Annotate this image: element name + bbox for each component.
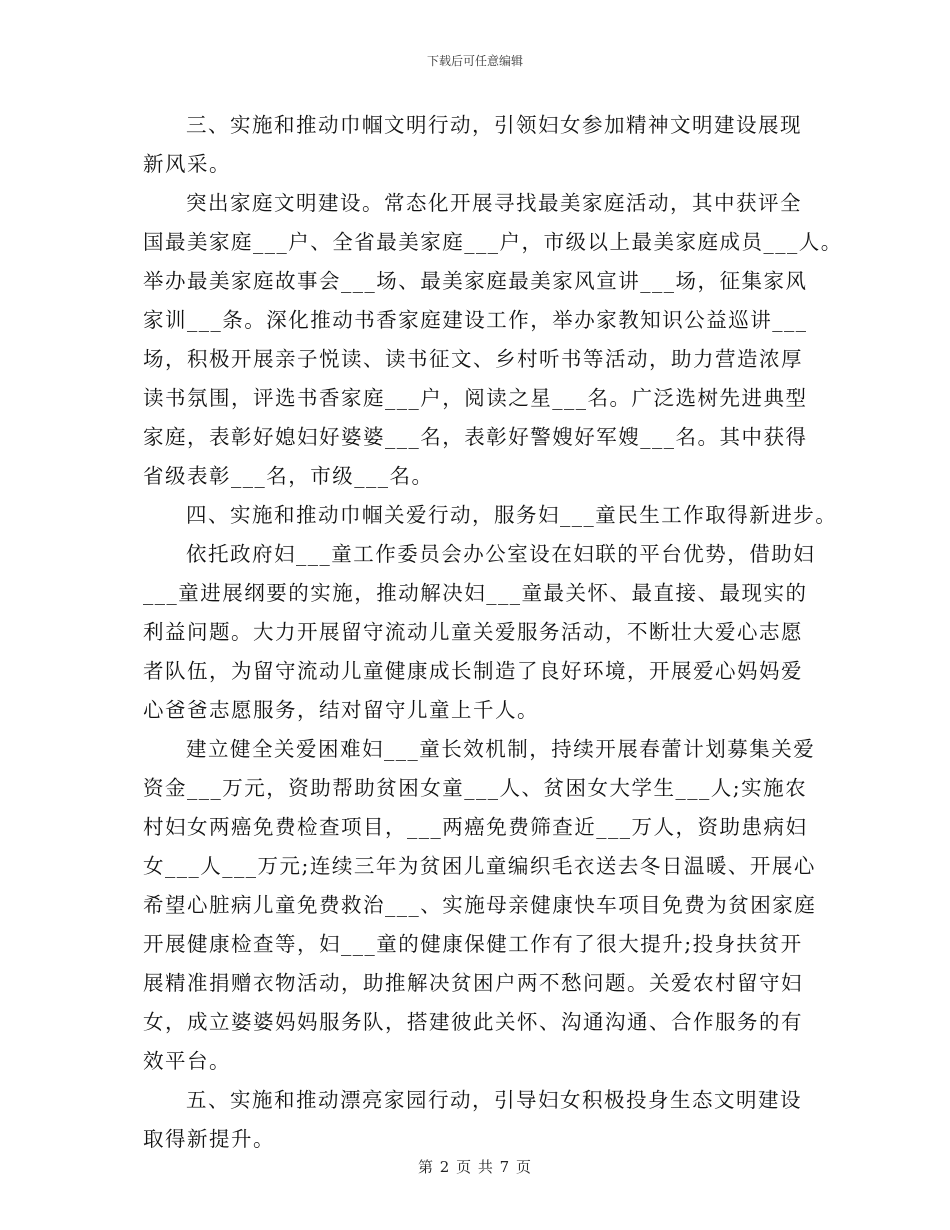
text-line: 开展健康检查等，妇___童的健康保健工作有了很大提升;投身扶贫开 (143, 932, 803, 956)
page-number: 第 2 页 共 7 页 (418, 1158, 532, 1176)
paragraph-section-five-heading (143, 1081, 807, 1159)
text-line: 建立健全关爱困难妇___童长效机制，持续开展春蕾计划募集关爱 (186, 737, 816, 761)
text-line: 依托政府妇___童工作委员会办公室设在妇联的平台优势，借助妇 (186, 542, 816, 566)
text-line: 女，成立婆婆妈妈服务队，搭建彼此关怀、沟通沟通、合作服务的有 (143, 1010, 803, 1034)
text-line: 场，积极开展亲子悦读、读书征文、乡村听书等活动，助力营造浓厚 (143, 347, 803, 371)
document-body (143, 106, 843, 1159)
text-line: 国最美家庭___户、全省最美家庭___户，市级以上最美家庭成员___人。 (143, 230, 843, 254)
text-line: 五、实施和推动漂亮家园行动，引导妇女积极投身生态文明建设 (186, 1088, 802, 1112)
text-line: 突出家庭文明建设。常态化开展寻找最美家庭活动，其中获评全 (186, 191, 802, 215)
text-line: 心爸爸志愿服务，结对留守儿童上千人。 (143, 698, 539, 722)
text-line: 取得新提升。 (143, 1127, 275, 1151)
text-line: 利益问题。大力开展留守流动儿童关爱服务活动，不断壮大爱心志愿 (143, 620, 803, 644)
paragraph-section-three-heading (143, 106, 807, 184)
text-line: 省级表彰___名，市级___名。 (143, 464, 434, 488)
text-line: 者队伍，为留守流动儿童健康成长制造了良好环境，开展爱心妈妈爱 (143, 659, 803, 683)
paragraph-section-four-heading (143, 496, 838, 535)
text-line: 新风采。 (143, 152, 231, 176)
text-line: 读书氛围，评选书香家庭___户，阅读之星___名。广泛选树先进典型 (143, 386, 808, 410)
text-line: 村妇女两癌免费检查项目，___两癌免费筛查近___万人，资助患病妇 (143, 815, 808, 839)
text-line: 举办最美家庭故事会___场、最美家庭最美家风宣讲___场，征集家风 (143, 269, 808, 293)
text-line: 家训___条。深化推动书香家庭建设工作，举办家教知识公益巡讲___ (143, 308, 808, 332)
page-header-note: 下载后可任意编辑 (426, 54, 523, 68)
text-line: 展精准捐赠衣物活动，助推解决贫困户两不愁问题。关爱农村留守妇 (143, 971, 803, 995)
text-line: 女___人___万元;连续三年为贫困儿童编织毛衣送去冬日温暖、开展心 (143, 854, 816, 878)
paragraph-care-mechanism (143, 730, 817, 1081)
paragraph-government-platform (143, 535, 816, 730)
text-line: 希望心脏病儿童免费救治___、实施母亲健康快车项目免费为贫困家庭 (143, 893, 817, 917)
text-line: 三、实施和推动巾帼文明行动，引领妇女参加精神文明建设展现 (186, 113, 802, 137)
text-line: 四、实施和推动巾帼关爱行动，服务妇___童民生工作取得新进步。 (186, 503, 838, 527)
text-line: 资金___万元，资助帮助贫困女童___人、贫困女大学生___人;实施农 (143, 776, 808, 800)
text-line: 家庭，表彰好媳妇好婆婆___名，表彰好警嫂好军嫂___名。其中获得 (143, 425, 808, 449)
text-line: ___童进展纲要的实施，推动解决妇___童最关怀、最直接、最现实的 (143, 581, 808, 605)
text-line: 效平台。 (143, 1049, 231, 1073)
paragraph-family-civilization (143, 184, 843, 496)
